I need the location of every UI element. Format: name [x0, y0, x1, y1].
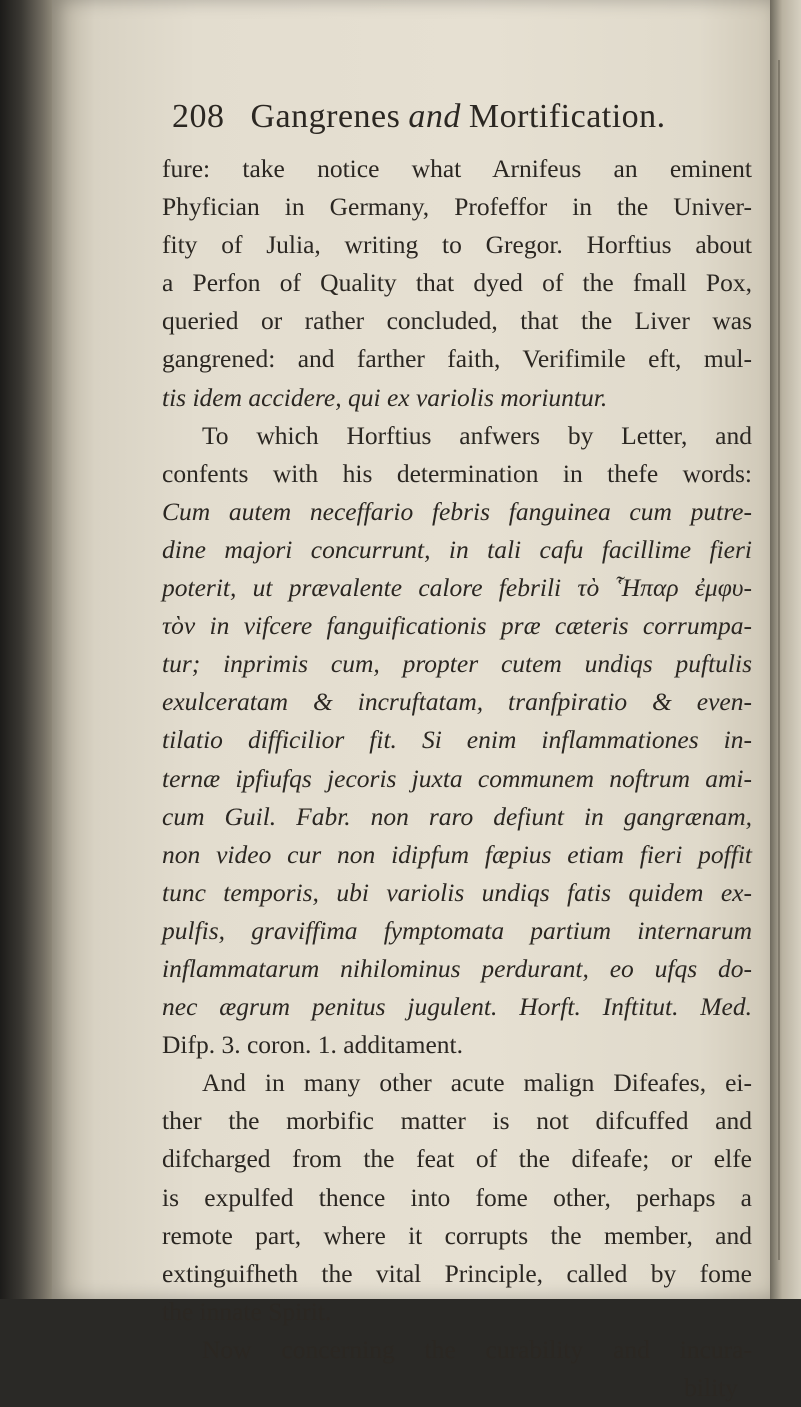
next-page-edge — [770, 0, 801, 1299]
page-edge-line — [778, 60, 780, 1260]
latin-quote-line: non video cur non idipfum fæpius etiam fieri poffit — [162, 839, 752, 869]
text-line: queried or rather concluded, that the Liver was — [162, 306, 752, 336]
text-line: ther the morbific matter is not difcuffed and — [162, 1106, 752, 1136]
text-line: a Perfon of Quality that dyed of the fmall Pox, — [162, 268, 752, 298]
latin-quote-line: pulfis, graviffima fymptomata partium internarum — [162, 915, 752, 945]
latin-quote-line: cum Guil. Fabr. non raro defiunt in gangrænam, — [162, 801, 752, 831]
left-page-gutter — [0, 0, 60, 1299]
text-line: is expulfed thence into fome other, perhaps a — [162, 1182, 752, 1212]
latin-quote-line: tur; inprimis cum, propter cutem undiqs puftulis — [162, 649, 752, 679]
text-line: the innate Spirit. — [162, 1296, 332, 1326]
latin-quote-line: dine majori concurrunt, in tali cafu facillime fieri — [162, 534, 752, 564]
citation-line: Difp. 3. coron. 1. additament. — [162, 1030, 463, 1060]
running-title-part2: Mortification. — [468, 98, 666, 135]
latin-quote-line: tilatio difficilior fit. Si enim inflammationes in- — [162, 725, 752, 755]
catchword: bility — [684, 1373, 738, 1402]
latin-quote-line: ternæ ipfiufqs jecoris juxta communem noftrum ami- — [162, 763, 752, 793]
text-line: tis idem accidere, qui ex variolis moriuntur. — [162, 382, 608, 412]
text-line: gangrened: and farther faith, Verifimile eft, mul- — [162, 344, 752, 374]
text-line: extinguifheth the vital Principle, called by fome — [162, 1258, 752, 1288]
text-line: Phyfician in Germany, Profeffor in the Univer- — [162, 192, 752, 222]
running-title-and: and — [408, 98, 461, 135]
paragraph-start: Now concerning the curability and incura- — [202, 1334, 752, 1364]
text-line: fure: take notice what Arnifeus an eminent — [162, 154, 752, 183]
latin-quote-line: nec ægrum penitus jugulent. Horft. Inftitut. Med. — [162, 992, 752, 1022]
running-title-part1: Gangrenes — [250, 98, 401, 135]
latin-quote-line: inflammatarum nihilominus perdurant, eo ufqs do- — [162, 953, 752, 983]
latin-quote-line: tunc temporis, ubi variolis undiqs fatis quidem ex- — [162, 877, 752, 907]
latin-quote-line: Cum autem neceffario febris fanguinea cum putre- — [162, 496, 752, 526]
text-line: remote part, where it corrupts the member, and — [162, 1220, 752, 1250]
page-number: 208 — [172, 98, 225, 135]
running-header — [162, 98, 752, 150]
text-line: confents with his determination in thefe words: — [162, 458, 752, 488]
latin-quote-line: τὸν in vifcere fanguificationis præ cæteris corrumpa- — [162, 611, 752, 641]
text-line: difcharged from the feat of the difeafe; or elfe — [162, 1144, 752, 1174]
text-line: fity of Julia, writing to Gregor. Horftius about — [162, 230, 752, 260]
paragraph-start: To which Horftius anfwers by Letter, and — [202, 420, 752, 450]
page-text — [162, 98, 752, 1407]
latin-quote-line: exulceratam & incruftatam, tranfpiratio & even- — [162, 687, 752, 717]
paragraph-start: And in many other acute malign Difeafes, ei- — [202, 1068, 752, 1098]
latin-quote-line: poterit, ut prævalente calore febrili τὸ Ἧπαρ ἐμφυ- — [162, 573, 752, 603]
